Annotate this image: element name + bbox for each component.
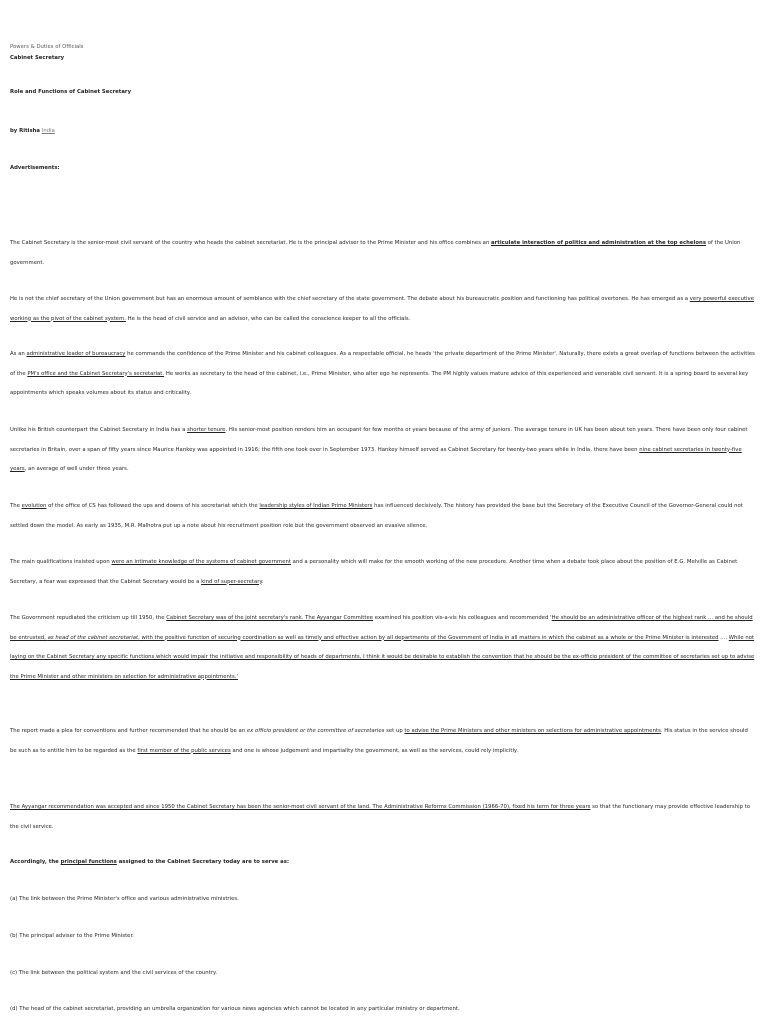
byline-prefix: by Ritisha — [10, 128, 41, 134]
inline-link[interactable]: kind of super-secretary — [201, 578, 262, 585]
inline-link[interactable]: administrative leader of bureaucracy — [26, 351, 126, 357]
byline-author-link[interactable]: India — [41, 128, 55, 134]
list-item: (d) The head of the cabinet secretariat, providing an umbrella organization for various news agencies which cannot be located in any particular ministry or department. — [10, 1006, 460, 1012]
inline-link[interactable]: principal functions — [60, 859, 117, 865]
paragraph-1: The Cabinet Secretary is the senior-most civil servant of the country who heads the cabinet secretariat. He is the principal adviser to the Prime Minister and his office combines an articulate interaction of politics and administration at the top echelons of the Union government. — [10, 240, 741, 266]
list-item: (a) The link between the Prime Minister's office and various administrative ministries. — [10, 896, 239, 902]
inline-link[interactable]: PM's office and the Cabinet Secretary's secretariat. — [27, 370, 165, 377]
inline-link[interactable]: While not laying on the Cabinet Secretary any specific functions which would impair the initiative and responsibility of heads of departments, I think it would be desirable to establish the convention that he should be the ex-officio president of the committee of secretaries set up to advise the Prime Minister and other ministers on selection for administrative appointments.' — [10, 634, 755, 680]
paragraph-10: Accordingly, the principal functions assigned to the Cabinet Secretary today are to serve as: — [10, 859, 290, 865]
paragraph-5: The evolution of the office of CS has followed the ups and downs of his secretariat which the leadership styles of Indian Prime Ministers has influenced decisively. The history has provided the base but the Secretary of the Executive Council of the Governor-General could not settled down the model. As early as 1935, M.R. Malhotra put up a note about his recruitment position role but the government observed an evasive silence. — [10, 503, 743, 529]
page-title: Cabinet Secretary — [10, 55, 65, 61]
inline-link[interactable]: first member of the public services — [137, 747, 231, 754]
inline-link[interactable]: nine cabinet secretaries in twenty-five years — [10, 446, 742, 472]
paragraph-9: The Ayyangar recommendation was accepted and since 1950 the Cabinet Secretary has been the senior-most civil servant of the land. The Administrative Reforms Commission (1966-70), fixed his term for three years so that the functionary may provide effective leadership to the civil service. — [10, 804, 751, 830]
paragraph-8: The report made a plea for conventions and further recommended that he should be an ex officio president or the committee of secretaries set up to advise the Prime Ministers and other ministers on selections for administrative appointments. His status in the service should be such as to entitle him to be regarded as the first member of the public services and one is whose judgement and impartiality the government, as well as the services, could rely implicitly. — [10, 728, 748, 754]
inline-link[interactable]: Prime Minister is interested — [645, 634, 719, 641]
paragraph-7: The Government repudiated the criticism up till 1950, the Cabinet Secretary was of the joint secretary's rank. The Ayyangar Committee examined his position vis-a-vis his colleagues and recommended 'He should be an administrative officer of the highest rank ... and he should be entrusted, as head of the cabinet secretariat, with the positive function of securing coordination as well as timely and effective action by all departments of the Government of India in all matters in which the cabinet as a whole or the Prime Minister is interested .... While not laying on the Cabinet Secretary any specific functions which would impair the initiative and responsibility of heads of departments, I think it would be desirable to establish the convention that he should be the ex-officio president of the committee of secretaries set up to advise the Prime Minister and other ministers on selection for administrative appointments.' — [10, 615, 755, 680]
inline-link[interactable]: leadership styles of Indian Prime Ministers — [259, 503, 373, 509]
inline-link[interactable]: as head of the cabinet secretariat — [47, 634, 139, 641]
article-heading: Role and Functions of Cabinet Secretary — [10, 89, 132, 95]
inline-link[interactable]: were an intimate knowledge of the systems of cabinet government — [111, 559, 291, 565]
inline-link[interactable]: articulate interaction of politics and administration at the top echelons — [491, 240, 706, 246]
paragraph-3: As an administrative leader of bureaucracy he commands the confidence of the Prime Minister and his cabinet colleagues. As a respectable official, he heads 'the private department of the Prime Minister'. Naturally, there exists a great overlap of functions between the activities of the PM's office and the Cabinet Secretary's secretariat. He works as secretary to the head of the cabinet, i.e., Prime Minister, who alter ego he represents. The PM highly values mature advice of this experienced and venerable civil servant. It is a spring board to several key appointments which speaks volumes about its status and criticality. — [10, 351, 755, 396]
list-item: (b) The principal adviser to the Prime Minister. — [10, 933, 134, 939]
inline-link[interactable]: to advise the Prime Ministers and other ministers on selections for administrative appointments — [404, 728, 661, 734]
paragraph-2: He is not the chief secretary of the Union government but has an enormous amount of semblance with the chief secretary of the state government. The debate about his bureaucratic position and functioning has political overtones. He has emerged as a very powerful executive working as the pivot of the cabinet system. He is the head of civil service and an advisor, who can be called the conscience keeper to all the officials. — [10, 296, 754, 322]
inline-link[interactable]: The Ayyangar recommendation was accepted and since 1950 the Cabinet Secretary has been the senior-most civil servant of the land. The Administrative Reforms Commission (1966-70), fixed his term for three years — [10, 804, 591, 810]
inline-link[interactable]: shorter tenure — [187, 427, 226, 433]
list-item: (c) The link between the political system and the civil services of the country. — [10, 970, 218, 976]
inline-link[interactable]: evolution — [21, 503, 47, 509]
inline-link[interactable]: Cabinet Secretary was of the joint secretary's rank. The Ayyangar Committee — [166, 615, 374, 621]
byline — [10, 126, 756, 136]
category-label: Powers & Duties of Officials — [10, 44, 84, 50]
paragraph-6: The main qualifications insisted upon were an intimate knowledge of the systems of cabinet government and a personality which will make for the smooth working of the new procedure. Another time when a debate took place about the position of E.G. Melville as Cabinet Secretary, a fear was expressed that the Cabinet Secretary would be a kind of super-secretary. — [10, 559, 738, 585]
inline-link[interactable]: He should be an administrative officer of the highest rank ... and he should be entrusted, — [10, 615, 753, 641]
inline-link[interactable]: , with the positive function of securing coordination as well as timely and effective action by all departments of the Government of India in all matters in which the cabinet as a whole or the — [138, 634, 646, 641]
paragraph-4: Unlike his British counterpart the Cabinet Secretary in India has a shorter tenure. His senior-most position renders him an occupant for few months or years because of the army of juniors. The average tenure in UK has been about ten years. There have been only four cabinet secretaries in Britain, over a span of fifty years since Maurice Hankey was appointed in 1916; the fifth one took over in September 1973. Hankey himself served as Cabinet Secretary for twenty-two years while in India, there have been nine cabinet secretaries in twenty-five years, an average of well under three years. — [10, 427, 748, 472]
advertisements-label: Advertisements: — [10, 165, 60, 171]
inline-link[interactable]: very powerful executive working as the pivot of the cabinet system. — [10, 296, 754, 322]
